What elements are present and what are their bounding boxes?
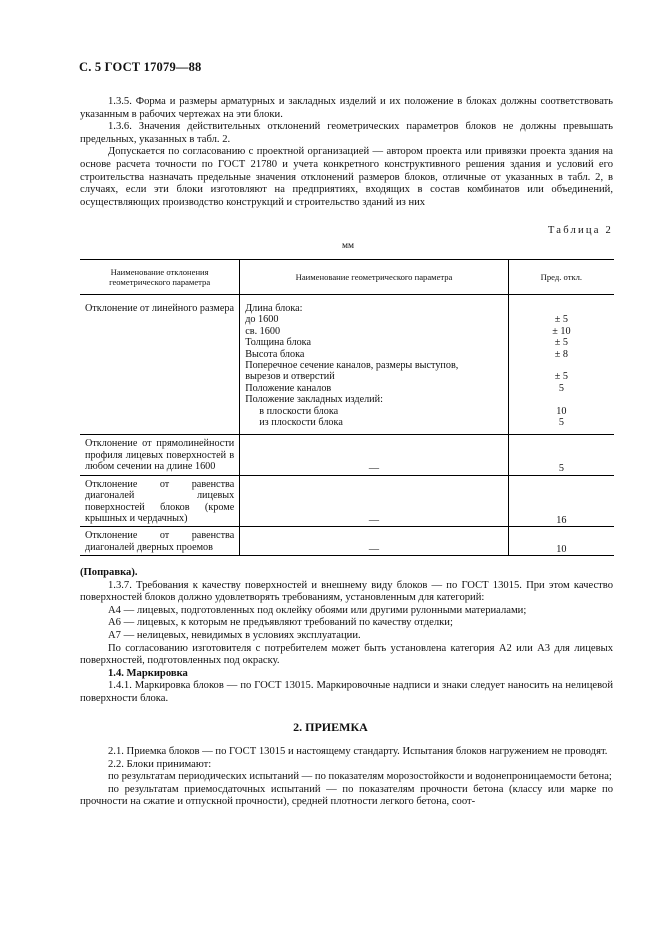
paragraph: А6 — лицевых, к которым не предъявляют требований по качеству отделки; (108, 617, 453, 629)
tolerance-table (80, 259, 614, 556)
parameter: св. 1600 (245, 325, 281, 337)
paragraph: 1.3.7. Требования к качеству поверхностей и внешнему виду блоков — по ГОСТ 13015. При этом качество поверхностей блоков должно удовлетворять требованиям, установленным для категорий: (80, 579, 613, 604)
table-row (80, 435, 614, 475)
deviation-name: Отклонение от равенства диагоналей дверных проемов (80, 527, 240, 556)
intro-text (80, 96, 613, 209)
parameter: — (240, 435, 509, 475)
parameter: Длина блока: (245, 303, 303, 314)
paragraph: по результатам периодических испытаний — по показателям морозостойкости и водонепроницаемости бетона; (108, 771, 612, 783)
parameter: в плоскости блока (259, 405, 339, 417)
parameter: Поперечное сечение каналов, размеры выступов, (245, 360, 459, 372)
value: ± 5 (554, 371, 568, 383)
value: ± 5 (554, 314, 568, 326)
deviation-name: Отклонение от линейного размера (80, 295, 240, 435)
subheading-line (80, 668, 613, 681)
value: ± 8 (554, 348, 568, 360)
value: 10 (508, 527, 614, 556)
paragraph: 1.3.6. Значения действительных отклонений геометрических параметров блоков не должны превышать предельных, указанных в табл. 2. (80, 121, 613, 145)
column-header: Пред. откл. (508, 260, 614, 295)
paragraph: А4 — лицевых, подготовленных под оклейку обоями или другими рулонными материалами; (108, 604, 527, 616)
table-row (80, 527, 614, 556)
value (514, 360, 609, 371)
parameter: Положение каналов (245, 382, 332, 394)
section-title: 2. ПРИЕМКА (293, 720, 368, 734)
table-row (80, 475, 614, 527)
paragraph: по результатам приемосдаточных испытаний — по показателям прочности бетона (классу или марке по прочности на сжатие и отпускной прочности), средней плотности легкого бетона, соот- (80, 783, 613, 808)
deviation-name: Отклонение от равенства диагоналей лицевых поверхностей блоков (кроме крышных и чердачных) (80, 475, 240, 527)
parameter: вырезов и отверстий (245, 371, 335, 383)
value: ± 10 (552, 325, 571, 337)
paragraph: А7 — нелицевых, невидимых в условиях эксплуатации. (108, 629, 361, 641)
parameter: — (240, 527, 509, 556)
table-number: Таблица 2 (547, 225, 613, 236)
value: 16 (508, 475, 614, 527)
table-unit: мм (342, 241, 355, 251)
parameter: до 1600 (245, 314, 279, 326)
table-row (80, 295, 614, 435)
paragraph: 2.1. Приемка блоков — по ГОСТ 13015 и настоящему стандарту. Испытания блоков нагружением не проводят. (108, 746, 608, 757)
parameter: — (240, 475, 509, 527)
value: 10 (556, 405, 567, 417)
paragraph: Допускается по согласованию с проектной организацией — автором проекта или привязки проекта здания на основе расчета точности по ГОСТ 21780 и учета конкретного конструктивного решения здания и условий его строительства назначать предельные значения отклонений размеров блоков, отличные от указанных в табл. 2, в случаях, если эти блоки изготовляют на предприятиях, входящих в состав комбинатов или объединений, осуществляющих производство конструкций и строительство зданий из них (80, 146, 613, 208)
paragraph: 1.4.1. Маркировка блоков — по ГОСТ 13015. Маркировочные надписи и знаки следует наносить на нелицевой поверхности блока. (80, 680, 613, 704)
value (514, 303, 609, 314)
subheading: 1.4. Маркировка (108, 667, 188, 679)
value: 5 (558, 416, 564, 428)
paragraph: 2.2. Блоки принимают: (108, 758, 212, 770)
page-header: С. 5 ГОСТ 17079—88 (79, 60, 202, 74)
value-list (508, 295, 614, 435)
paragraph: По согласованию изготовителя с потребителем может быть установлена категория А2 или А3 для лицевых поверхностей, подготовленных под окраску. (80, 642, 613, 667)
paragraph: 1.3.5. Форма и размеры арматурных и закладных изделий и их положение в блоках должны соответствовать указанным в рабочих чертежах на эти блоки. (80, 96, 613, 120)
value: 5 (508, 435, 614, 475)
parameter-list (240, 295, 509, 435)
column-header: Наименование геометрического параметра (240, 260, 509, 295)
parameter: Толщина блока (245, 337, 311, 349)
value (514, 394, 609, 405)
parameter: из плоскости блока (259, 417, 343, 429)
deviation-name: Отклонение от прямолинейности профиля лицевых поверхностей в любом сечении на длине 1600 (80, 435, 240, 475)
parameter: Высота блока (245, 348, 305, 360)
amendment-note: (Поправка). (80, 567, 138, 578)
acceptance-text (80, 746, 613, 809)
quality-text (80, 567, 613, 706)
amendment-line (80, 567, 613, 580)
column-header: Наименование отклонения геометрического параметра (80, 260, 240, 295)
value: 5 (558, 382, 564, 394)
value: ± 5 (554, 337, 568, 349)
parameter: Положение закладных изделий: (245, 394, 383, 406)
